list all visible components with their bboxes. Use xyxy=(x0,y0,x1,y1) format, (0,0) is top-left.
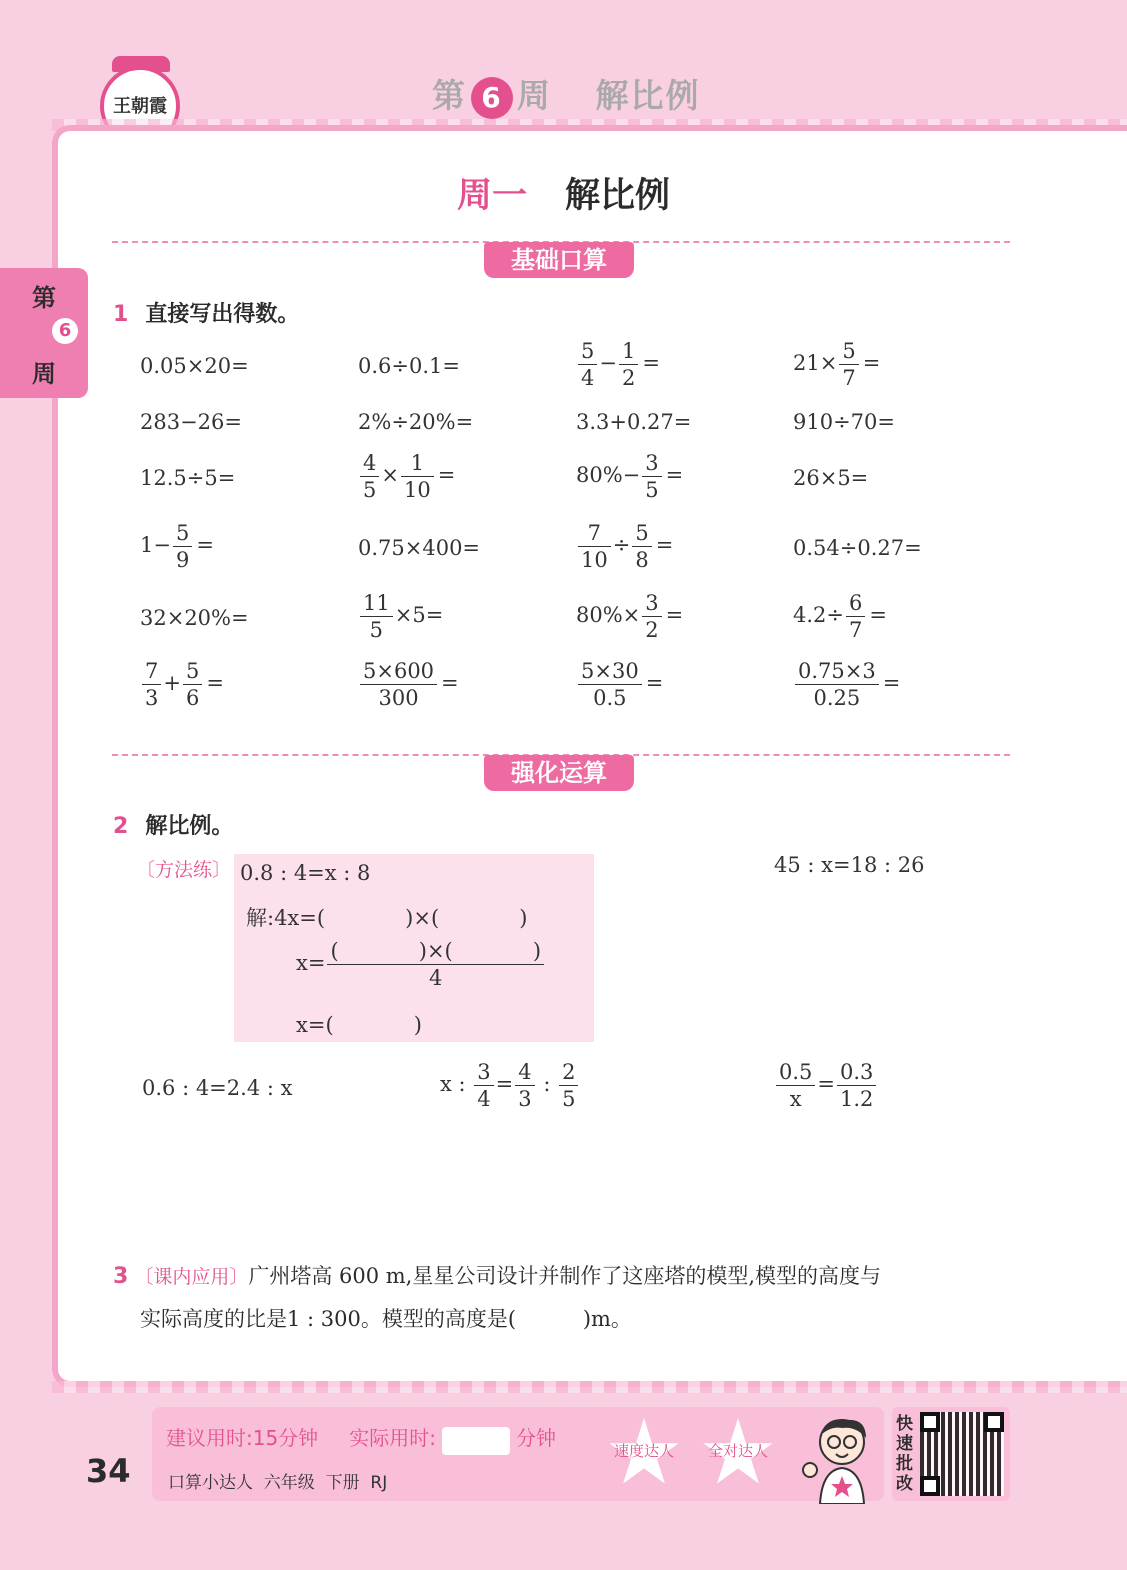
proportion-problem: 0.6 : 4=2.4 : x xyxy=(142,1076,293,1100)
q1-item: 4.2÷ $\frac{6}{7}$ = xyxy=(793,591,887,642)
fraction: $\frac{5}{9}$ xyxy=(173,520,192,573)
day-title xyxy=(0,168,1127,218)
proportion-problem: x : $\frac{3}{4}$ = $\frac{4}{3}$ : $\frac{2}{5}$ xyxy=(440,1059,580,1112)
q1-item: $\frac{7}{3}$ + $\frac{5}{6}$ = xyxy=(140,658,224,711)
day-topic: 解比例 xyxy=(565,176,671,216)
q1-item: 80%− $\frac{3}{5}$ = xyxy=(576,451,684,502)
section-basic-pill: 基础口算 xyxy=(484,242,634,278)
fraction: $\frac{7}{3}$ xyxy=(142,658,161,711)
q1-item: 910÷70= xyxy=(793,410,895,434)
q1-number: 1 xyxy=(113,302,129,327)
fraction: $\frac{3}{2}$ xyxy=(642,590,661,643)
star-badge-accuracy: 全对达人 xyxy=(707,1442,768,1460)
q1-item: 0.6÷0.1= xyxy=(358,354,460,378)
week-prefix: 第 xyxy=(432,76,467,115)
q1-heading xyxy=(113,297,299,328)
qr-corner-icon xyxy=(984,1412,1004,1432)
q1-item: 26×5= xyxy=(793,466,869,490)
fraction: $\frac{5}{8}$ xyxy=(632,520,651,573)
q1-item: 80%× $\frac{3}{2}$ = xyxy=(576,591,684,642)
side-week-tab xyxy=(0,268,88,398)
qr-corner-icon xyxy=(920,1412,940,1432)
q1-item: $\frac{5\times 30}{0.5}$ = xyxy=(576,658,663,711)
q1-item: 21× $\frac{5}{7}$ = xyxy=(793,339,881,390)
book-info: 口算小达人 六年级 下册 RJ xyxy=(168,1473,388,1493)
q1-item: 283−26= xyxy=(140,410,242,434)
qr-corner-icon xyxy=(920,1476,940,1496)
fraction: $\frac{6}{7}$ xyxy=(846,590,865,643)
proportion-problem: $\frac{0.5}{x}$ = $\frac{0.3}{1.2}$ xyxy=(774,1059,878,1112)
fraction: $\frac{1}{2}$ xyxy=(619,338,638,391)
time-row xyxy=(166,1422,556,1455)
suggested-time: 建议用时:15分钟 xyxy=(166,1426,319,1450)
q3-number: 3 xyxy=(113,1264,129,1289)
q3-line-1 xyxy=(113,1260,881,1290)
fraction: $\frac{7}{10}$ xyxy=(578,520,611,573)
side-tab-number: 6 xyxy=(52,318,78,344)
qr-label: 快速批改 xyxy=(896,1414,913,1494)
wave-border-bottom xyxy=(52,1381,1127,1393)
week-suffix: 周 xyxy=(517,76,552,115)
side-tab-line1: 第 xyxy=(32,284,56,312)
q1-item: $\frac{7}{10}$ ÷ $\frac{5}{8}$ = xyxy=(576,520,673,573)
actual-time-input[interactable] xyxy=(442,1427,510,1455)
fraction: $\frac{11}{5}$ xyxy=(360,590,393,643)
actual-time-label: 实际用时: xyxy=(349,1426,437,1450)
q3-text-1: 广州塔高 600 m,星星公司设计并制作了这座塔的模型,模型的高度与 xyxy=(248,1264,882,1288)
section-advanced-pill: 强化运算 xyxy=(484,755,634,791)
fraction: $\frac{( )\times( )}{4}$ xyxy=(327,938,544,991)
method-line-3: x= $\frac{( )\times( )}{4}$ xyxy=(296,938,546,991)
logo-text: 王朝霞 xyxy=(113,96,167,117)
q1-item: $\frac{11}{5}$ ×5= xyxy=(358,590,443,643)
method-tag: 〔方法练〕 xyxy=(136,859,232,881)
q1-text: 直接写出得数。 xyxy=(145,302,300,327)
week-topic: 解比例 xyxy=(595,76,701,115)
fraction: $\frac{0.75\times 3}{0.25}$ xyxy=(795,658,879,711)
fraction: $\frac{4}{3}$ xyxy=(515,1059,534,1112)
q1-item: $\frac{5}{4}$ − $\frac{1}{2}$ = xyxy=(576,338,660,391)
fraction: $\frac{5\times 600}{300}$ xyxy=(360,658,437,711)
q2-heading xyxy=(113,809,233,840)
method-line-1: 0.8 : 4=x : 8 xyxy=(240,861,371,885)
q1-item: 2%÷20%= xyxy=(358,410,474,434)
q2-text: 解比例。 xyxy=(145,814,234,839)
q1-item: 0.05×20= xyxy=(140,354,249,378)
q1-item: 1− $\frac{5}{9}$ = xyxy=(140,521,214,572)
fraction: $\frac{1}{10}$ xyxy=(401,450,434,503)
method-line-2: 解:4x=( )×( ) xyxy=(246,906,528,930)
q1-item: $\frac{0.75\times 3}{0.25}$ = xyxy=(793,658,900,711)
fraction: $\frac{5}{6}$ xyxy=(183,658,202,711)
fraction: $\frac{0.3}{1.2}$ xyxy=(837,1059,876,1112)
fraction: $\frac{3}{4}$ xyxy=(474,1059,493,1112)
star-badge-speed: 速度达人 xyxy=(613,1442,674,1460)
proportion-problem: 45 : x=18 : 26 xyxy=(774,853,925,877)
fraction: $\frac{3}{5}$ xyxy=(642,450,661,503)
day-label: 周一 xyxy=(456,176,527,216)
week-number-badge: 6 xyxy=(471,77,513,119)
q1-item: 3.3+0.27= xyxy=(576,410,692,434)
method-line-4: x=( ) xyxy=(296,1013,422,1037)
q3-tag: 〔课内应用〕 xyxy=(134,1266,249,1288)
week-title xyxy=(432,70,701,119)
mascot-boy-icon xyxy=(796,1414,880,1504)
side-tab-line3: 周 xyxy=(32,360,56,388)
fraction: $\frac{5}{7}$ xyxy=(839,338,858,391)
q1-item: 0.54÷0.27= xyxy=(793,536,922,560)
q1-item: $\frac{4}{5}$ × $\frac{1}{10}$ = xyxy=(358,450,455,503)
fraction: $\frac{5\times 30}{0.5}$ xyxy=(578,658,642,711)
fraction: $\frac{0.5}{x}$ xyxy=(776,1059,815,1112)
fraction: $\frac{4}{5}$ xyxy=(360,450,379,503)
q1-item: 0.75×400= xyxy=(358,536,481,560)
q1-item: 32×20%= xyxy=(140,606,249,630)
actual-time-unit: 分钟 xyxy=(516,1426,557,1450)
q3-line-2: 实际高度的比是1 : 300。模型的高度是( )m。 xyxy=(140,1307,632,1331)
fraction: $\frac{5}{4}$ xyxy=(578,338,597,391)
q1-item: 12.5÷5= xyxy=(140,466,236,490)
page-number: 34 xyxy=(86,1452,131,1490)
fraction: $\frac{2}{5}$ xyxy=(559,1059,578,1112)
q2-number: 2 xyxy=(113,814,129,839)
q1-item: $\frac{5\times 600}{300}$ = xyxy=(358,658,459,711)
